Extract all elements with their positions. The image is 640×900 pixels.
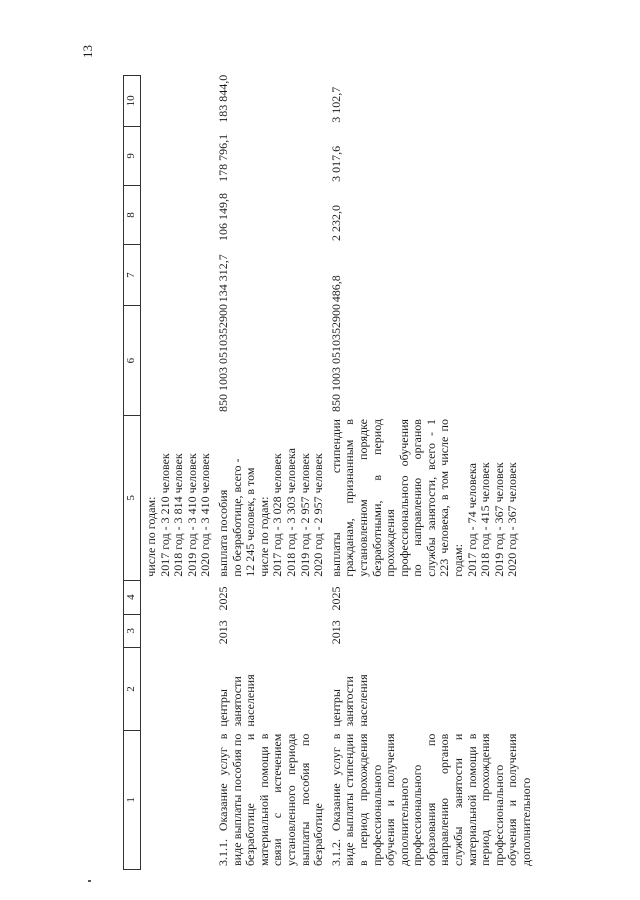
table-row [328, 76, 536, 870]
end-year-cell: 2025 [215, 586, 230, 611]
column-header: 10 [124, 76, 141, 127]
column-header: 6 [124, 306, 141, 416]
result-cell: выплаты стипендии гражданам, признанным в установленном порядке безработными, в период прохождения профессионального обучения по направлению органов службы занятости, всего - 1 223 человека, в том числе по годам: 2017 год - 74 человека 2018 год - 415 человек 2019 год - 367 человек 2020 год - 367 человек [328, 419, 520, 577]
amount-cell: 106 149,8 [215, 193, 230, 241]
start-year-cell: 2013 [215, 620, 230, 645]
start-year-cell: 2013 [328, 620, 343, 645]
column-header: 7 [124, 245, 141, 306]
column-header: 8 [124, 185, 141, 244]
amount-cell: 3 102,7 [328, 86, 343, 123]
amount-cell: 2 232,0 [328, 205, 343, 241]
scan-speck [88, 880, 91, 882]
end-year-cell: 2025 [328, 586, 343, 611]
page-number: 13 [80, 45, 95, 58]
executor-cell: центры занятости населения [328, 674, 370, 727]
amount-cell: 183 844,0 [215, 74, 230, 123]
continuation-row [141, 76, 215, 870]
column-number-header [124, 76, 141, 870]
table-row [215, 76, 328, 870]
column-header: 9 [124, 126, 141, 185]
budget-code-cell: 850 1003 0510352900 [328, 304, 343, 413]
measure-name-cell: 3.1.2. Оказание услуг в виде выплаты стипендии в период прохождения профессионального обучения и получения дополнительного профессионального образования по направлению органов службы занятости и материальной помощи в период прохождения профессионального обучения и получения дополнительного [328, 733, 534, 866]
amount-cell: 3 017,6 [328, 145, 343, 182]
program-table [123, 75, 536, 870]
measure-name-cell: 3.1.1. Оказание услуг в виде выплаты пособия по безработице и материальной помощи в связи с истечением установленного периода выплаты пособия по безработице [215, 733, 326, 866]
amount-cell: 134 312,7 [215, 254, 230, 303]
column-header: 3 [124, 614, 141, 648]
result-cell: выплата пособия по безработице, всего - 12 245 человек, в том числе по годам: 2017 год - 3 028 человек 2018 год - 3 303 человека 2019 год - 2 957 человек 2020 год - 2 957 человек [215, 448, 326, 577]
column-header: 1 [124, 730, 141, 869]
continuation-cell: числе по годам: 2017 год - 3 210 человек 2018 год - 3 814 человек 2019 год - 3 410 человек 2020 год - 3 410 человек [144, 453, 213, 577]
column-header: 4 [124, 580, 141, 614]
column-header: 5 [124, 416, 141, 581]
executor-cell: центры занятости населения [215, 674, 258, 727]
column-header: 2 [124, 648, 141, 730]
amount-cell: 486,8 [328, 275, 343, 303]
amount-cell: 178 796,1 [215, 133, 230, 182]
budget-code-cell: 850 1003 0510352900 [215, 304, 230, 413]
rotated-table-sheet [123, 75, 631, 870]
